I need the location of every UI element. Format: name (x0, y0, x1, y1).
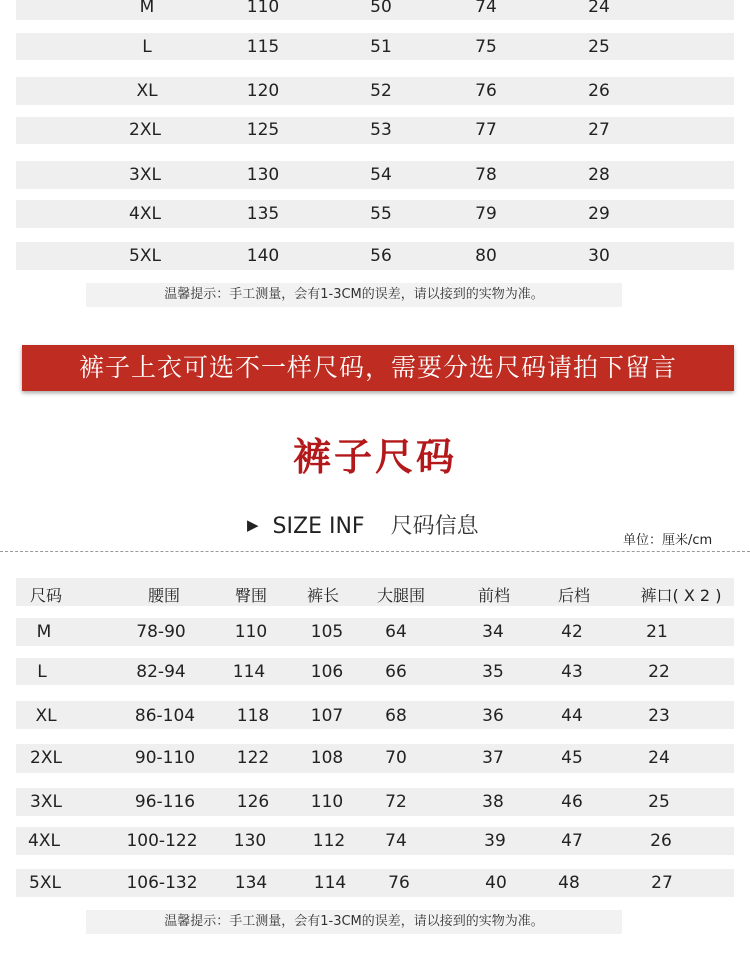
table-cell: 72 (385, 792, 407, 812)
table-cell: 26 (588, 81, 610, 101)
table-cell: 106-132 (126, 873, 198, 893)
size-info-heading (247, 509, 479, 540)
table-cell: 110 (246, 0, 280, 17)
table-cell: 130 (246, 165, 280, 185)
table-cell: 74 (385, 831, 407, 851)
cell-size: M (36, 622, 52, 642)
cell-size: 5XL (129, 246, 161, 266)
table-row-band (16, 869, 734, 897)
table-cell: 118 (236, 706, 270, 726)
cell-size: XL (35, 706, 57, 726)
table-cell: 25 (648, 792, 670, 812)
table-cell: 34 (482, 622, 504, 642)
table-cell: 110 (310, 792, 344, 812)
cell-size: L (37, 662, 47, 682)
table-cell: 70 (385, 748, 407, 768)
table-cell: 76 (388, 873, 410, 893)
column-header: 尺码 (29, 586, 63, 605)
column-header: 后档 (557, 586, 591, 605)
cell-size: 2XL (30, 748, 62, 768)
column-header: 腰围 (147, 586, 181, 605)
table-cell: 39 (484, 831, 506, 851)
table-cell: 90-110 (134, 748, 196, 768)
measurement-note: 温馨提示：手工测量，会有1-3CM的误差，请以接到的实物为准。 (86, 910, 622, 934)
size-selection-banner: 裤子上衣可选不一样尺码，需要分选尺码请拍下留言 (22, 345, 734, 391)
table-cell: 36 (482, 706, 504, 726)
table-cell: 43 (561, 662, 583, 682)
table-cell: 140 (246, 246, 280, 266)
table-cell: 130 (233, 831, 267, 851)
table-cell: 37 (482, 748, 504, 768)
table-cell: 86-104 (134, 706, 196, 726)
play-triangle-icon: ▶ (247, 516, 259, 534)
table-cell: 21 (646, 622, 668, 642)
table-cell: 22 (648, 662, 670, 682)
size-info-en: SIZE INF (272, 514, 365, 539)
table-cell: 96-116 (134, 792, 196, 812)
size-info-cn: 尺码信息 (390, 514, 479, 539)
table-cell: 29 (588, 204, 610, 224)
table-cell: 38 (482, 792, 504, 812)
column-header: 前档 (477, 586, 511, 605)
table-cell: 80 (475, 246, 497, 266)
table-cell: 27 (651, 873, 673, 893)
table-cell: 66 (385, 662, 407, 682)
cell-size: L (142, 37, 152, 57)
cell-size: 5XL (29, 873, 61, 893)
cell-size: 3XL (129, 165, 161, 185)
table-cell: 107 (310, 706, 344, 726)
measurement-note: 温馨提示：手工测量，会有1-3CM的误差，请以接到的实物为准。 (86, 283, 622, 307)
table-cell: 76 (475, 81, 497, 101)
column-header: 大腿围 (376, 586, 426, 605)
table-cell: 110 (234, 622, 268, 642)
cell-size: M (139, 0, 155, 17)
table-cell: 51 (370, 37, 392, 57)
table-cell: 100-122 (126, 831, 198, 851)
table-cell: 68 (385, 706, 407, 726)
cell-size: 2XL (129, 120, 161, 140)
table-cell: 105 (310, 622, 344, 642)
table-cell: 56 (370, 246, 392, 266)
table-cell: 120 (246, 81, 280, 101)
table-cell: 42 (561, 622, 583, 642)
table-row-band (16, 788, 734, 816)
unit-label: 单位：厘米/cm (623, 533, 713, 548)
table-cell: 46 (561, 792, 583, 812)
table-cell: 30 (588, 246, 610, 266)
table-row-band (16, 701, 734, 729)
table-cell: 112 (312, 831, 346, 851)
table-cell: 74 (475, 0, 497, 17)
table-cell: 53 (370, 120, 392, 140)
table-cell: 25 (588, 37, 610, 57)
table-cell: 55 (370, 204, 392, 224)
table-cell: 108 (310, 748, 344, 768)
table-cell: 114 (313, 873, 347, 893)
cell-size: 4XL (129, 204, 161, 224)
table-cell: 47 (561, 831, 583, 851)
table-cell: 35 (482, 662, 504, 682)
dashed-divider (0, 551, 750, 552)
table-cell: 106 (310, 662, 344, 682)
table-row-band (16, 618, 734, 646)
table-cell: 23 (648, 706, 670, 726)
table-cell: 115 (246, 37, 280, 57)
table-cell: 44 (561, 706, 583, 726)
table-cell: 134 (234, 873, 268, 893)
column-header: 裤口( X 2 ) (640, 586, 722, 605)
table-row-band (16, 827, 734, 855)
table-cell: 79 (475, 204, 497, 224)
table-cell: 75 (475, 37, 497, 57)
table-row-band (16, 658, 734, 685)
table-cell: 78-90 (136, 622, 186, 642)
cell-size: 4XL (28, 831, 60, 851)
table-cell: 64 (385, 622, 407, 642)
table-cell: 24 (648, 748, 670, 768)
table-cell: 122 (236, 748, 270, 768)
table-cell: 26 (650, 831, 672, 851)
table-cell: 50 (370, 0, 392, 17)
table-cell: 52 (370, 81, 392, 101)
table-cell: 54 (370, 165, 392, 185)
table-cell: 48 (558, 873, 580, 893)
table-cell: 40 (485, 873, 507, 893)
table-cell: 24 (588, 0, 610, 17)
table-header-band (16, 578, 734, 606)
table-cell: 135 (246, 204, 280, 224)
table-row-band (16, 744, 734, 773)
cell-size: XL (136, 81, 158, 101)
pants-size-title: 裤子尺码 (292, 434, 457, 479)
table-cell: 28 (588, 165, 610, 185)
table-cell: 125 (246, 120, 280, 140)
table-cell: 77 (475, 120, 497, 140)
column-header: 裤长 (306, 586, 340, 605)
table-cell: 82-94 (136, 662, 186, 682)
table-cell: 45 (561, 748, 583, 768)
column-header: 臀围 (234, 586, 268, 605)
table-cell: 126 (236, 792, 270, 812)
table-cell: 78 (475, 165, 497, 185)
table-cell: 114 (232, 662, 266, 682)
cell-size: 3XL (30, 792, 62, 812)
table-cell: 27 (588, 120, 610, 140)
